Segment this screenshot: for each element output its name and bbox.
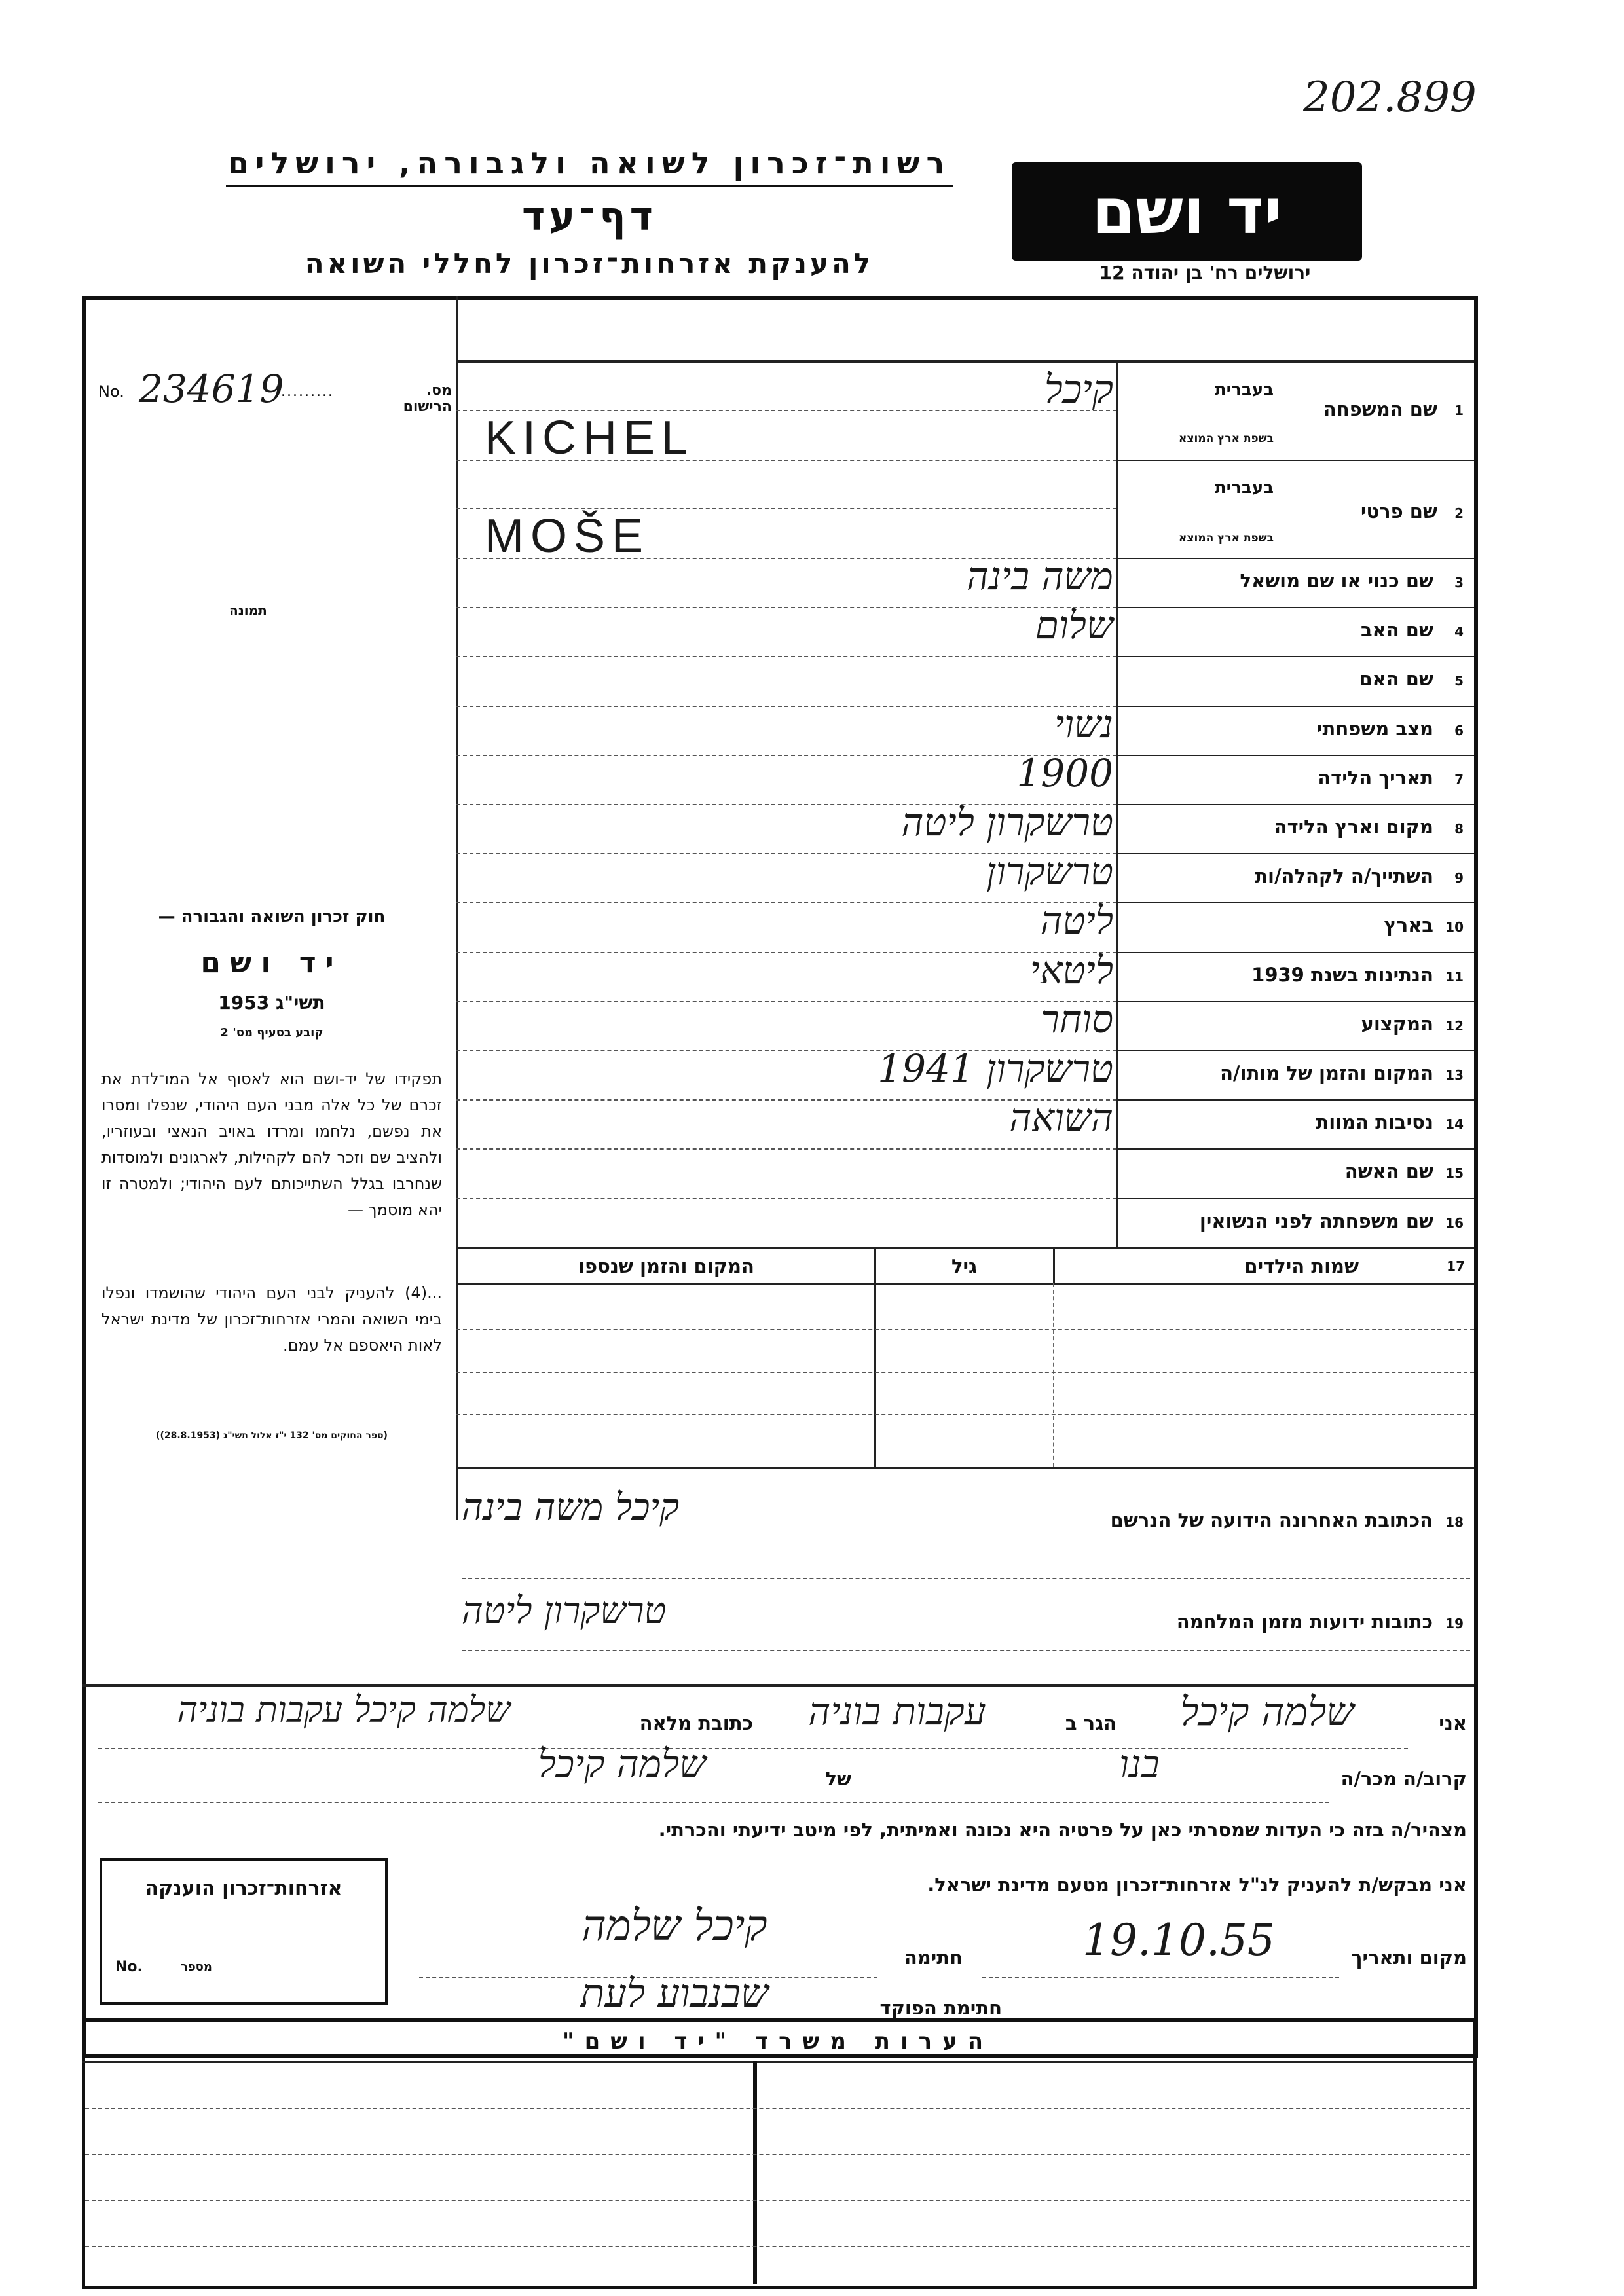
field-15-wife-name: 15שם האשה <box>1344 1160 1464 1183</box>
nickname-value: משה בינה <box>967 554 1113 598</box>
field-18-last-address: 18 הכתובת האחרונה הידועה של הנרשם <box>1110 1509 1464 1531</box>
field-6-marital-status: 6מצב משפחתי <box>1316 717 1464 740</box>
profession-value: סוחר <box>1041 996 1113 1042</box>
field-5-mother-name: 5שם האם <box>1359 668 1464 691</box>
field-19-wartime-addresses: 19 כתובות ידועות מזמן המלחמה <box>1176 1611 1464 1633</box>
birth-place-value: טרשקרון ליטה <box>901 800 1113 845</box>
field-16-maiden-name: 16שם משפחתה לפני הנשואין <box>1199 1209 1464 1232</box>
family-name-hebrew: קיכל <box>1044 367 1113 412</box>
seal-box-title: אזרחות־זכרון הוענקה <box>145 1877 342 1900</box>
of-label: של <box>825 1768 851 1790</box>
field-10-country: 10בארץ <box>1384 914 1464 937</box>
notes-title: הערות משרד "יד ושם" <box>562 2028 994 2054</box>
marital-status-value: נשוי <box>1054 701 1113 746</box>
field-8-birth-place: 8מקום וארץ הלידה <box>1274 816 1464 838</box>
seal-box-number-label: מספר <box>181 1960 212 1974</box>
birth-date-value: 1900 <box>1016 750 1113 795</box>
of-name-value: שלמה קיכל <box>538 1741 707 1786</box>
law-section: קובע בסעיף מס' 2 <box>220 1026 323 1040</box>
archive-number: 202.899 <box>1303 73 1477 122</box>
children-header: 17 שמות הילדים <box>1244 1255 1465 1277</box>
declaration-line-3: מצהיר/ה בזה כי העדות שמסרתי כאן על פרטיה היא נכונה ואמיתית, לפי מיטב ידיעתי והכרתי. <box>658 1819 1467 1841</box>
field-4-father-name: 4שם האב <box>1360 619 1464 642</box>
law-paragraph-2: ...(4) להעניק לבני העם היהודי שהושמדו ונפלו בימי השואה והמרי אזרחות־זכרון של מדינת ישראל לאות היאספם אל עמם. <box>101 1284 442 1355</box>
field-13-death-place-time: 13המקום והזמן של מותו/ה <box>1220 1062 1464 1084</box>
form-title: דף־עד <box>522 194 657 240</box>
children-age-header: גיל <box>951 1255 978 1277</box>
seal-box-number-prefix: No. <box>115 1959 143 1975</box>
community-value: טרשקרון <box>986 849 1113 894</box>
nationality-value: ליטאי <box>1029 947 1113 993</box>
declarant-place: עקבות בוניה <box>808 1689 986 1734</box>
children-place-header: המקום והזמן שנספו <box>578 1255 754 1277</box>
law-name: יד ושם <box>200 946 343 979</box>
photo-label: תמונה <box>229 602 267 618</box>
law-year: תשי"ג 1953 <box>218 992 325 1013</box>
place-date-value: 19.10.55 <box>1082 1915 1275 1965</box>
officer-label: חתימת הפוקד <box>879 1997 1002 2019</box>
declarant-signature: קיכל שלמה <box>581 1902 767 1950</box>
law-paragraph-1: תפקידו של יד-ושם הוא לאסוף אל המו־לדת את זכרם של כל אלה מבני העם היהודי, שנפלו ומסרו את נפשם, נלחמו ומרדו באויב הנאצי ובעוזריו, ולהציב שם וזכר להם לקהילות, לארגונים ולמוסדות שנחרבו בגלל השתייכותם לעם היהודי; ולמטרה זו יהא מוסמך — <box>101 1070 442 1219</box>
declaration-line-4: אני מבקש/ת להעניק לנ"ל אזרחות־זכרון מטעם מדינת ישראל. <box>927 1874 1467 1896</box>
signature-label: חתימה <box>904 1946 963 1969</box>
field-3-nickname: 3שם כנוי או שם מושאל <box>1240 570 1464 592</box>
field-11-nationality-1939: 11הנתינות בשנת 1939 <box>1251 963 1464 986</box>
officer-signature: שבנבוע לעת <box>580 1971 769 2016</box>
law-title: חוק זכרון השואה והגבורה — <box>158 907 386 926</box>
field-1-family-name: 1 שם המשפחה בעברית בשפת ארץ המוצא <box>1178 380 1464 445</box>
full-address-label: כתובת מלאה <box>639 1712 753 1734</box>
field-2-first-name: 2 שם פרטי בעברית בשפת ארץ המוצא <box>1178 478 1464 545</box>
relative-label: קרוב/ה מכר/ה <box>1340 1768 1467 1790</box>
family-name-latin: KICHEL <box>485 412 695 464</box>
field-9-community: 9השתייך/ה לקהלה/ות <box>1255 865 1464 888</box>
declaration-ani: אני <box>1439 1712 1467 1734</box>
declaration-resides: הגר ב <box>1065 1712 1116 1734</box>
form-subtitle: להענקת אזרחות־זכרון לחללי השואה <box>304 247 874 280</box>
field-12-profession: 12המקצוע <box>1361 1012 1464 1035</box>
relation-value: בנו <box>1119 1741 1160 1786</box>
last-address-value: קיכל משה בינה <box>462 1486 680 1529</box>
registration-number: No. 234619 .......... מס. הרישום <box>98 367 452 415</box>
father-name-value: שלום <box>1035 603 1113 648</box>
law-citation: (ספר החוקים מס' 132 י"ז אלול תשי"ג (28.8.1953)) <box>156 1430 388 1441</box>
address: ירושלים רח' בן יהודה 12 <box>1099 262 1311 283</box>
yad-vashem-logo: יד ושם <box>1012 162 1362 261</box>
death-place-time-value: טרשקרון 1941 <box>877 1046 1113 1091</box>
citizenship-seal-box <box>100 1858 388 2005</box>
country-value: ליטה <box>1040 898 1113 943</box>
field-7-birth-date: 7תאריך הלידה <box>1318 766 1464 789</box>
authority-name: רשות־זכרון לשואה ולגבורה, ירושלים <box>227 145 951 181</box>
death-circumstances-value: השואה <box>1009 1095 1113 1140</box>
full-address-value: שלמה קיכל עקבות בוניה <box>177 1689 511 1730</box>
first-name-latin: MOŠE <box>485 510 650 562</box>
wartime-address-value: טרשקרון ליטה <box>462 1590 667 1632</box>
field-14-death-circumstances: 14נסיבות המוות <box>1316 1111 1464 1134</box>
place-date-label: מקום ותאריך <box>1351 1946 1467 1969</box>
declarant-name: שלמה קיכל <box>1180 1689 1354 1735</box>
